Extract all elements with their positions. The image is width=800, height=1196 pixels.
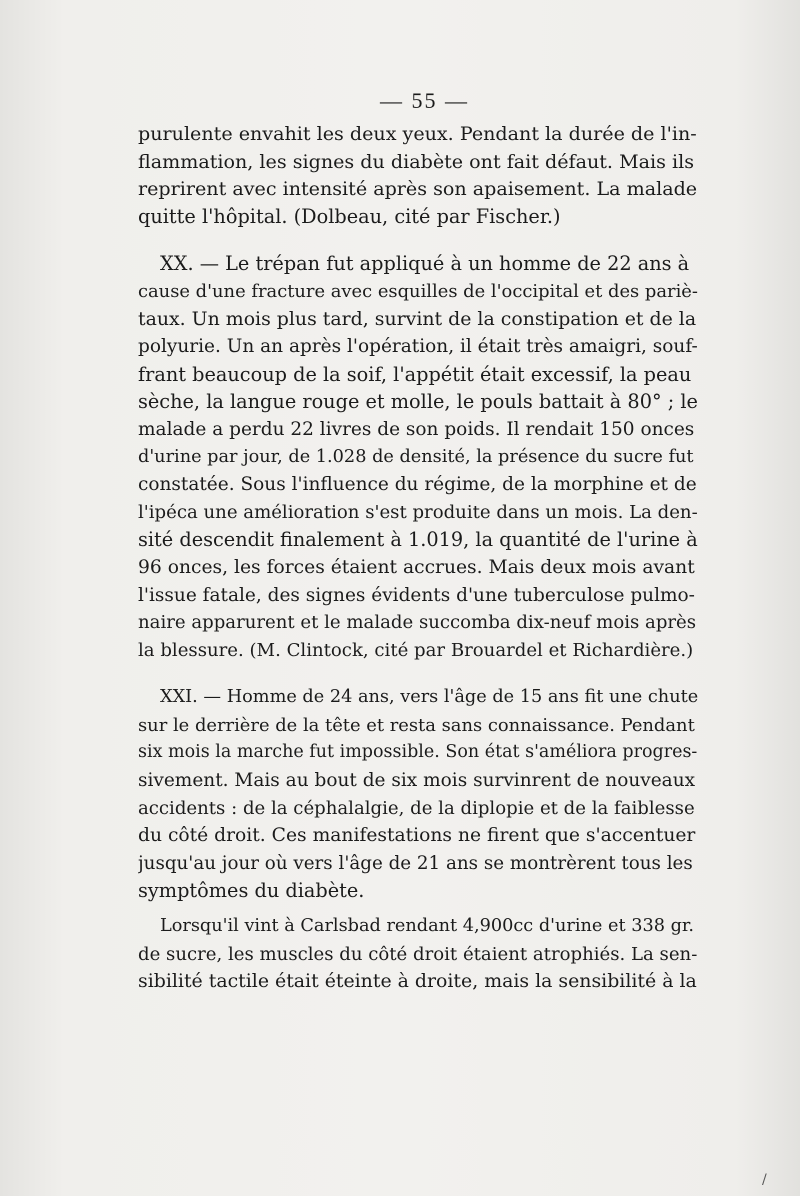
- paragraph-carlsbad: [138, 913, 698, 996]
- text-line: sèche, la langue rouge et molle, le pouls battait à 80° ; le: [138, 390, 698, 414]
- text-line: accidents : de la céphalalgie, de la diplopie et de la faiblesse: [138, 797, 695, 819]
- body-text: [138, 120, 698, 996]
- text-line: naire apparurent et le malade succomba dix-neuf mois après: [138, 612, 697, 634]
- text-line: sibilité tactile était éteinte à droite, mais la sensibilité à la: [138, 970, 697, 993]
- text-line: jusqu'au jour où vers l'âge de 21 ans se montrèrent tous les: [138, 852, 693, 874]
- text-line: sivement. Mais au bout de six mois survinrent de nouveaux: [138, 770, 696, 792]
- text-line: malade a perdu 22 livres de son poids. Il rendait 150 onces: [138, 418, 695, 440]
- text-line: XX. — Le trépan fut appliqué à un homme de 22 ans à: [160, 252, 690, 276]
- text-line: du côté droit. Ces manifestations ne firent que s'accentuer: [138, 825, 696, 847]
- text-line: d'urine par jour, de 1.028 de densité, la présence du sucre fut: [138, 446, 694, 467]
- text-line: cause d'une fracture avec esquilles de l'occipital et des pariè-: [138, 280, 698, 302]
- text-line: taux. Un mois plus tard, survint de la constipation et de la: [138, 307, 697, 330]
- text-line: de sucre, les muscles du côté droit étaient atrophiés. La sen-: [138, 943, 698, 965]
- text-line: quitte l'hôpital. (Dolbeau, cité par Fischer.): [138, 204, 561, 228]
- text-line: l'ipéca une amélioration s'est produite dans un mois. La den-: [138, 501, 698, 523]
- text-line: sité descendit finalement à 1.019, la quantité de l'urine à: [138, 528, 698, 552]
- paragraph-case-continuation: [138, 120, 698, 230]
- page-number: — 55 —: [380, 88, 469, 113]
- text-line: symptômes du diabète.: [138, 879, 365, 903]
- text-line: purulente envahit les deux yeux. Pendant la durée de l'in-: [138, 122, 697, 145]
- text-line: 96 onces, les forces étaient accrues. Mais deux mois avant: [138, 556, 695, 578]
- text-line: polyurie. Un an après l'opération, il était très amaigri, souf-: [138, 336, 698, 358]
- paragraph-case-xxi: [138, 684, 698, 905]
- text-line: sur le derrière de la tête et resta sans connaissance. Pendant: [138, 714, 695, 736]
- edge-mark: /: [762, 1172, 767, 1188]
- paragraph-case-xx: [138, 250, 698, 664]
- text-line: la blessure. (M. Clintock, cité par Brouardel et Richardière.): [138, 639, 694, 661]
- text-line: six mois la marche fut impossible. Son état s'améliora progres-: [138, 742, 698, 763]
- text-line: XXI. — Homme de 24 ans, vers l'âge de 15 ans fit une chute: [160, 687, 698, 708]
- text-line: reprirent avec intensité après son apaisement. La malade: [138, 177, 698, 201]
- text-line: Lorsqu'il vint à Carlsbad rendant 4,900cc d'urine et 338 gr.: [160, 916, 695, 937]
- text-line: l'issue fatale, des signes évidents d'une tuberculose pulmo-: [138, 584, 695, 606]
- text-line: constatée. Sous l'influence du régime, de la morphine et de: [138, 474, 697, 496]
- text-line: flammation, les signes du diabète ont fait défaut. Mais ils: [138, 149, 694, 173]
- text-line: frant beaucoup de la soif, l'appétit était excessif, la peau: [138, 362, 692, 386]
